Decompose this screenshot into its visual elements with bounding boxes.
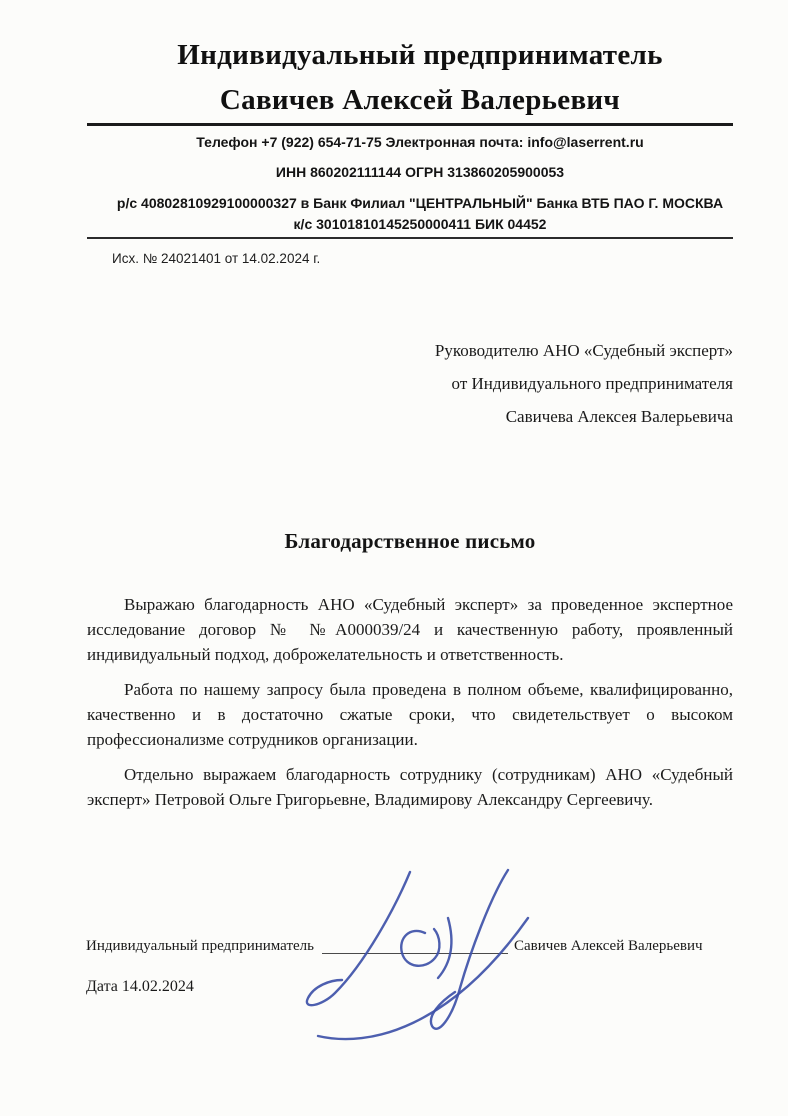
contact-inn-ogrn: ИНН 860202111144 ОГРН 313860205900053 <box>275 164 565 180</box>
body-paragraph-1: Выражаю благодарность АНО «Судебный эксперт» за проведенное экспертное исследование договор № №А000039/24 и качественную работу, проявленный индивидуальный подход, доброжелательность и ответственность. <box>87 595 733 664</box>
outgoing-ref-number: Исх. № 24021401 от 14.02.2024 г. <box>112 251 321 266</box>
addressee-line3: Савичева Алексея Валерьевича <box>505 407 733 426</box>
body-paragraph-3: Отдельно выражаем благодарность сотруднику (сотрудникам) АНО «Судебный эксперт» Петровой Ольге Григорьевне, Владимирову Александру Сергеевичу. <box>87 765 733 809</box>
letterhead-divider-thick <box>87 123 733 126</box>
signature-name: Савичев Алексей Валерьевич <box>514 938 703 954</box>
signature-date: Дата 14.02.2024 <box>86 978 194 995</box>
letter-body <box>87 592 733 822</box>
letterhead-title-line2: Савичев Алексей Валерьевич <box>219 84 621 116</box>
contact-corr-account: к/с 30101810145250000411 БИК 04452 <box>293 216 547 232</box>
addressee-line1: Руководителю АНО «Судебный эксперт» <box>434 341 733 360</box>
letterhead-title-line1: Индивидуальный предприниматель <box>177 39 663 71</box>
signature-line <box>322 937 508 954</box>
contact-bank-account: р/с 40802810929100000327 в Банк Филиал "ЦЕНТРАЛЬНЫЙ" Банка ВТБ ПАО Г. МОСКВА <box>116 195 724 211</box>
contact-phone-email: Телефон +7 (922) 654-71-75 Электронная почта: info@laserrent.ru <box>196 134 644 150</box>
letterhead <box>106 33 734 123</box>
body-paragraph-2: Работа по нашему запросу была проведена в полном объеме, квалифицированно, качественно и в достаточно сжатые сроки, что свидетельствует о высоком профессионализме сотрудников организации. <box>87 680 733 749</box>
signature-label: Индивидуальный предприниматель <box>86 938 314 954</box>
signature-row <box>86 937 736 955</box>
letterhead-divider-thin <box>87 237 733 239</box>
letterhead-contacts <box>104 133 736 235</box>
addressee-block <box>435 334 733 433</box>
addressee-line2: от Индивидуального предпринимателя <box>451 374 733 393</box>
letter-title: Благодарственное письмо <box>284 529 536 553</box>
